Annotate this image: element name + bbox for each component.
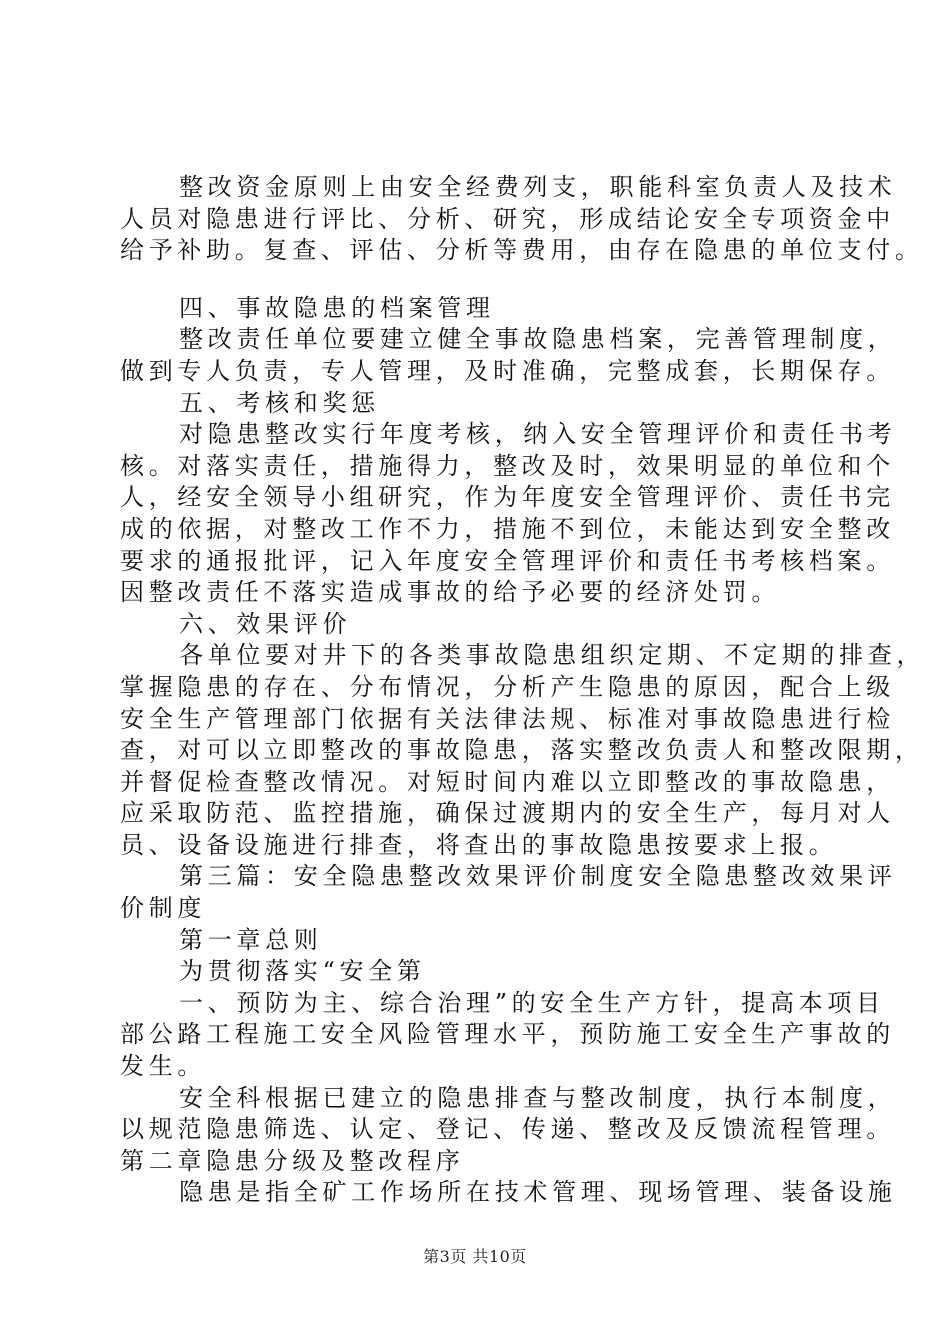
chapter-heading-2: 第二章隐患分级及整改程序	[120, 1146, 465, 1175]
text-line: 以规范隐患筛选、认定、登记、传递、整改及反馈流程管理。	[120, 1115, 895, 1144]
paragraph-funding	[120, 172, 924, 267]
text-line: 要求的通报批评，记入年度安全管理评价和责任书考核档案。	[120, 546, 895, 575]
section-heading-5: 五、考核和奖惩	[179, 388, 380, 417]
document-body	[120, 172, 926, 1209]
text-line: 成的依据，对整改工作不力，措施不到位，未能达到安全整改	[120, 514, 895, 543]
text-line: 应采取防范、监控措施，确保过渡期内的安全生产，每月对人	[120, 799, 895, 828]
text-line: 并督促检查整改情况。对短时间内难以立即整改的事故隐患，	[120, 767, 895, 796]
section-heading-6: 六、效果评价	[179, 609, 352, 638]
text-line: 因整改责任不落实造成事故的给予必要的经济处罚。	[120, 578, 781, 607]
text-line: 安全生产管理部门依据有关法律法规、标准对事故隐患进行检	[120, 704, 895, 733]
paragraph-assessment	[120, 419, 897, 609]
chapter-heading-1: 第一章总则	[179, 925, 323, 954]
text-line: 整改责任单位要建立健全事故隐患档案，完善管理制度，	[179, 325, 897, 354]
text-line: 整改资金原则上由安全经费列支，职能科室负责人及技术	[179, 173, 897, 201]
paragraph-archive	[120, 324, 897, 387]
text-line: 员、设备设施进行排查，将查出的事故隐患按要求上报。	[120, 830, 838, 859]
text-line: 人员对隐患进行评比、分析、研究，形成结论安全专项资金中	[120, 204, 895, 233]
text-line: 人，经安全领导小组研究，作为年度安全管理评价、责任书完	[120, 483, 895, 512]
paragraph-evaluation	[120, 640, 926, 861]
text-line: 掌握隐患的存在、分布情况，分析产生隐患的原因，配合上级	[120, 672, 895, 701]
text-line: 核。对落实责任，措施得力，整改及时，效果明显的单位和个	[120, 451, 895, 480]
text-line: 给予补助。复查、评估、分析等费用，由存在隐患的单位支付。	[120, 236, 924, 265]
text-line: 隐患是指全矿工作场所在技术管理、现场管理、装备设施	[179, 1178, 897, 1207]
text-line: 各单位要对井下的各类事故隐患组织定期、不定期的排查，	[179, 641, 926, 670]
text-line: 为贯彻落实“安全第	[179, 957, 426, 986]
text-line: 部公路工程施工安全风险管理水平，预防施工安全生产事故的	[120, 1020, 895, 1049]
text-line: 价制度	[120, 894, 207, 923]
page-number-footer: 第3页 共10页	[423, 1247, 527, 1266]
text-line: 对隐患整改实行年度考核，纳入安全管理评价和责任书考	[179, 420, 897, 449]
paragraph-safety-dept	[120, 1083, 897, 1146]
text-line: 发生。	[120, 1052, 207, 1081]
text-line: 安全科根据已建立的隐患排查与整改制度，执行本制度，	[179, 1083, 897, 1112]
text-line: 第三篇：安全隐患整改效果评价制度安全隐患整改效果评	[179, 862, 897, 891]
text-line: 查，对可以立即整改的事故隐患，落实整改负责人和整改限期，	[120, 736, 924, 765]
part-three-title	[120, 861, 897, 924]
paragraph-principle	[120, 988, 895, 1083]
text-line: 做到专人负责，专人管理，及时准确，完整成套，长期保存。	[120, 356, 895, 385]
text-line: 一、预防为主、综合治理”的安全生产方针，提高本项目	[179, 988, 885, 1017]
section-heading-4: 四、事故隐患的档案管理	[179, 293, 495, 322]
paragraph-gap	[120, 267, 838, 293]
